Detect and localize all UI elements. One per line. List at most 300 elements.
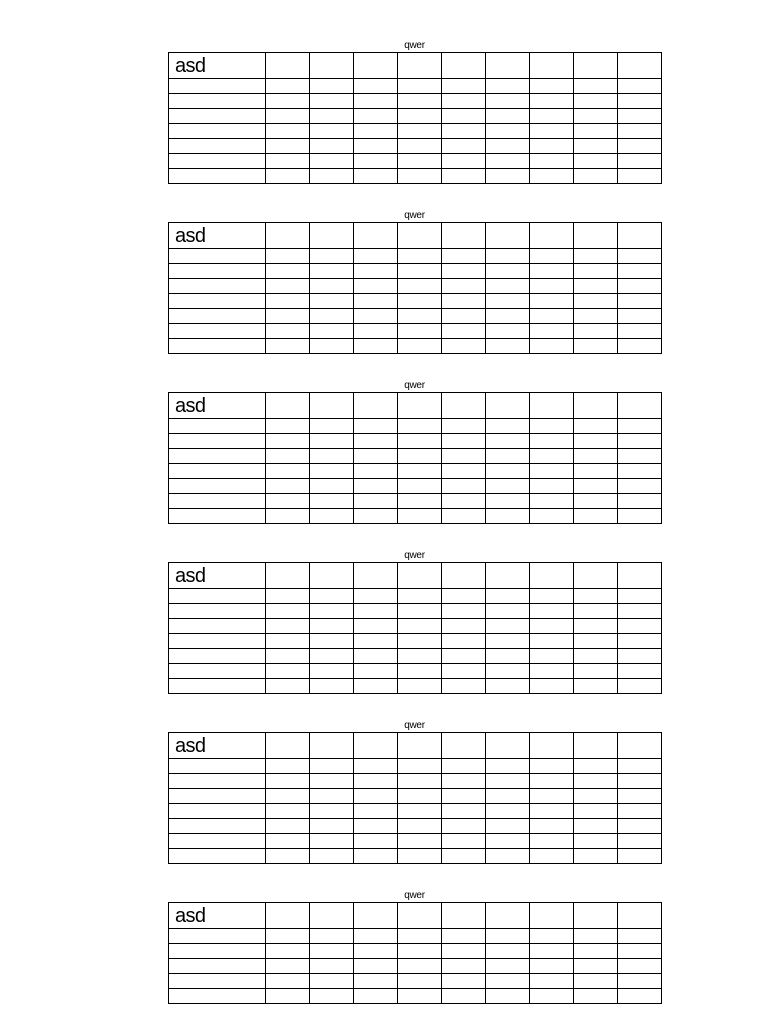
table-cell (574, 109, 618, 124)
table-cell (398, 989, 442, 1004)
table-cell (398, 759, 442, 774)
table-cell (266, 279, 310, 294)
table-row (169, 94, 662, 109)
header-label-cell (169, 223, 266, 249)
table-cell (486, 109, 530, 124)
table-cell (530, 79, 574, 94)
table-cell (354, 154, 398, 169)
table-cell (398, 604, 442, 619)
table-cell (442, 929, 486, 944)
table-cell (354, 959, 398, 974)
table-cell (442, 819, 486, 834)
table-cell (530, 929, 574, 944)
table-cell (442, 124, 486, 139)
table-cell (354, 479, 398, 494)
header-cell (486, 53, 530, 79)
table-cell (310, 679, 354, 694)
table-cell (442, 309, 486, 324)
table-cell (310, 759, 354, 774)
table-cell (574, 309, 618, 324)
table-cell (169, 944, 266, 959)
table-cell (486, 509, 530, 524)
header-cell (530, 563, 574, 589)
table-cell (530, 309, 574, 324)
table-row (169, 509, 662, 524)
table-cell (442, 664, 486, 679)
table-cell (310, 139, 354, 154)
table-cell (530, 494, 574, 509)
table-row (169, 634, 662, 649)
table-cell (169, 634, 266, 649)
table-cell (169, 649, 266, 664)
table-cell (266, 249, 310, 264)
table-cell (442, 944, 486, 959)
table-cell (266, 664, 310, 679)
table-cell (169, 959, 266, 974)
table-cell (354, 759, 398, 774)
table-cell (169, 509, 266, 524)
table-cell (530, 324, 574, 339)
table-cell (442, 804, 486, 819)
table-cell (266, 989, 310, 1004)
table-cell (169, 294, 266, 309)
table-cell (354, 834, 398, 849)
table-cell (266, 649, 310, 664)
header-cell (486, 223, 530, 249)
table-cell (442, 419, 486, 434)
table-cell (310, 294, 354, 309)
table-row (169, 109, 662, 124)
table-cell (310, 604, 354, 619)
table-cell (486, 649, 530, 664)
table-cell (574, 339, 618, 354)
table-cell (169, 494, 266, 509)
table-cell (486, 634, 530, 649)
table-cell (574, 79, 618, 94)
table-cell (530, 139, 574, 154)
table-cell (398, 804, 442, 819)
table-row (169, 989, 662, 1004)
table-cell (618, 479, 662, 494)
table-cell (442, 974, 486, 989)
header-label: asd (175, 54, 206, 77)
table-cell (618, 139, 662, 154)
table-cell (310, 309, 354, 324)
table-cell (530, 944, 574, 959)
table-cell (354, 264, 398, 279)
header-cell (574, 903, 618, 929)
table-cell (398, 309, 442, 324)
table-row (169, 759, 662, 774)
table-cell (574, 124, 618, 139)
table-cell (574, 649, 618, 664)
table-cell (354, 109, 398, 124)
table-row (169, 124, 662, 139)
table-cell (354, 974, 398, 989)
table-cell (530, 109, 574, 124)
table-cell (310, 449, 354, 464)
table-cell (266, 294, 310, 309)
header-cell (530, 393, 574, 419)
header-cell (442, 563, 486, 589)
table-cell (442, 634, 486, 649)
table-cell (266, 834, 310, 849)
table-cell (398, 449, 442, 464)
table-cell (169, 589, 266, 604)
table-cell (486, 154, 530, 169)
table-cell (169, 419, 266, 434)
table-cell (310, 109, 354, 124)
table-cell (354, 249, 398, 264)
table-cell (169, 974, 266, 989)
header-cell (618, 903, 662, 929)
header-cell (618, 53, 662, 79)
table-cell (486, 759, 530, 774)
header-cell (486, 563, 530, 589)
table-cell (442, 264, 486, 279)
table-cell (398, 154, 442, 169)
table-cell (530, 464, 574, 479)
table-cell (266, 324, 310, 339)
table-cell (486, 464, 530, 479)
table-cell (574, 619, 618, 634)
table-cell (169, 124, 266, 139)
table-cell (354, 494, 398, 509)
table-cell (266, 804, 310, 819)
table-cell (169, 79, 266, 94)
table-cell (486, 479, 530, 494)
table-cell (310, 494, 354, 509)
table-cell (442, 154, 486, 169)
data-table (168, 902, 662, 1004)
header-cell (618, 563, 662, 589)
header-cell (310, 53, 354, 79)
header-cell (310, 733, 354, 759)
table-cell (618, 494, 662, 509)
table-cell (266, 679, 310, 694)
table-cell (310, 774, 354, 789)
table-cell (618, 434, 662, 449)
table-cell (486, 249, 530, 264)
table-row (169, 324, 662, 339)
table-cell (310, 959, 354, 974)
table-cell (398, 124, 442, 139)
table-cell (530, 94, 574, 109)
table-row (169, 464, 662, 479)
table-cell (310, 834, 354, 849)
table-cell (442, 249, 486, 264)
table-header-row (169, 53, 662, 79)
table-cell (398, 774, 442, 789)
table-cell (354, 804, 398, 819)
table-cell (266, 464, 310, 479)
header-cell (398, 903, 442, 929)
table-cell (310, 434, 354, 449)
table-cell (530, 834, 574, 849)
table-cell (442, 789, 486, 804)
table-cell (354, 944, 398, 959)
table-cell (266, 79, 310, 94)
header-cell (266, 563, 310, 589)
table-cell (266, 819, 310, 834)
table-cell (442, 464, 486, 479)
table-cell (530, 634, 574, 649)
table-row (169, 434, 662, 449)
data-table (168, 392, 662, 524)
table-cell (530, 774, 574, 789)
table-row (169, 339, 662, 354)
table-cell (530, 804, 574, 819)
table-cell (169, 279, 266, 294)
table-cell (169, 264, 266, 279)
table-cell (354, 664, 398, 679)
data-table (168, 222, 662, 354)
table-cell (486, 279, 530, 294)
table-cell (442, 449, 486, 464)
table-cell (169, 339, 266, 354)
table-row (169, 309, 662, 324)
table-cell (618, 664, 662, 679)
table-cell (398, 109, 442, 124)
table-cell (442, 509, 486, 524)
table-cell (398, 139, 442, 154)
table-cell (310, 79, 354, 94)
table-cell (574, 139, 618, 154)
table-cell (618, 324, 662, 339)
table-cell (169, 449, 266, 464)
table-cell (618, 604, 662, 619)
header-cell (354, 903, 398, 929)
header-cell (310, 223, 354, 249)
table-cell (618, 834, 662, 849)
table-row (169, 834, 662, 849)
table-cell (398, 619, 442, 634)
header-cell (398, 393, 442, 419)
table-cell (618, 464, 662, 479)
table-cell (310, 789, 354, 804)
table-cell (618, 309, 662, 324)
table-cell (486, 294, 530, 309)
table-cell (354, 464, 398, 479)
table-cell (310, 589, 354, 604)
table-cell (442, 109, 486, 124)
table-cell (530, 589, 574, 604)
table-cell (574, 604, 618, 619)
table-cell (530, 974, 574, 989)
table-cell (398, 834, 442, 849)
table-cell (398, 249, 442, 264)
header-cell (266, 223, 310, 249)
table-cell (266, 449, 310, 464)
table-cell (169, 819, 266, 834)
table-cell (310, 974, 354, 989)
table-header-row (169, 563, 662, 589)
table-cell (574, 929, 618, 944)
table-cell (618, 249, 662, 264)
table-cell (310, 279, 354, 294)
table-cell (169, 94, 266, 109)
header-label: asd (175, 904, 206, 927)
table-header-row (169, 733, 662, 759)
table-cell (574, 759, 618, 774)
table-row (169, 294, 662, 309)
table-cell (486, 679, 530, 694)
table-cell (169, 139, 266, 154)
table-cell (574, 789, 618, 804)
table-cell (486, 124, 530, 139)
table-cell (486, 169, 530, 184)
table-cell (398, 819, 442, 834)
table-cell (354, 309, 398, 324)
table-cell (574, 449, 618, 464)
table-cell (574, 434, 618, 449)
table-cell (486, 834, 530, 849)
table-cell (266, 604, 310, 619)
table-cell (398, 294, 442, 309)
table-cell (398, 959, 442, 974)
table-cell (486, 849, 530, 864)
table-cell (618, 974, 662, 989)
table-cell (486, 94, 530, 109)
table-row (169, 279, 662, 294)
header-label: asd (175, 394, 206, 417)
header-cell (310, 563, 354, 589)
table-cell (574, 494, 618, 509)
table-cell (310, 819, 354, 834)
table-cell (354, 589, 398, 604)
header-cell (574, 53, 618, 79)
table-cell (354, 124, 398, 139)
header-cell (266, 733, 310, 759)
table-cell (618, 634, 662, 649)
table-cell (618, 279, 662, 294)
table-cell (169, 804, 266, 819)
table-cell (618, 124, 662, 139)
table-cell (310, 124, 354, 139)
table-cell (530, 989, 574, 1004)
table-cell (442, 79, 486, 94)
table-cell (266, 929, 310, 944)
header-cell (530, 903, 574, 929)
table-header-row (169, 393, 662, 419)
table-cell (310, 249, 354, 264)
table-cell (618, 929, 662, 944)
table-cell (574, 834, 618, 849)
table-cell (530, 249, 574, 264)
table-cell (574, 634, 618, 649)
table-cell (530, 649, 574, 664)
table-cell (530, 619, 574, 634)
table-cell (442, 279, 486, 294)
header-cell (442, 903, 486, 929)
table-cell (354, 279, 398, 294)
table-header-row (169, 903, 662, 929)
table-cell (486, 989, 530, 1004)
table-cell (530, 849, 574, 864)
table-cell (398, 279, 442, 294)
table-row (169, 79, 662, 94)
table-cell (574, 324, 618, 339)
table-cell (574, 479, 618, 494)
table-cell (618, 944, 662, 959)
table-cell (398, 494, 442, 509)
table-cell (574, 774, 618, 789)
table-cell (266, 619, 310, 634)
table-cell (442, 324, 486, 339)
table-cell (398, 634, 442, 649)
table-row (169, 249, 662, 264)
table-title: qwer (404, 890, 425, 901)
table-cell (530, 124, 574, 139)
table-cell (618, 989, 662, 1004)
table-row (169, 494, 662, 509)
table-cell (354, 634, 398, 649)
table-cell (530, 789, 574, 804)
header-cell (266, 53, 310, 79)
table-cell (618, 619, 662, 634)
table-cell (442, 834, 486, 849)
header-cell (354, 393, 398, 419)
table-cell (310, 419, 354, 434)
table-cell (169, 309, 266, 324)
table-cell (354, 849, 398, 864)
table-cell (442, 434, 486, 449)
table-title: qwer (404, 550, 425, 561)
table-row (169, 774, 662, 789)
table-cell (310, 509, 354, 524)
table-cell (398, 974, 442, 989)
table-cell (310, 464, 354, 479)
table-cell (266, 139, 310, 154)
header-cell (530, 223, 574, 249)
table-row (169, 849, 662, 864)
table-cell (354, 94, 398, 109)
header-label-cell (169, 393, 266, 419)
table-row (169, 139, 662, 154)
table-cell (618, 804, 662, 819)
table-cell (169, 169, 266, 184)
table-cell (398, 79, 442, 94)
header-cell (398, 53, 442, 79)
table-cell (169, 849, 266, 864)
table-cell (486, 929, 530, 944)
table-cell (266, 124, 310, 139)
table-cell (530, 294, 574, 309)
table-cell (618, 589, 662, 604)
table-cell (169, 989, 266, 1004)
table-cell (530, 264, 574, 279)
table-cell (574, 419, 618, 434)
table-cell (354, 509, 398, 524)
table-cell (354, 139, 398, 154)
header-cell (442, 733, 486, 759)
header-cell (574, 733, 618, 759)
table-row (169, 679, 662, 694)
header-cell (398, 223, 442, 249)
table-cell (354, 774, 398, 789)
table-cell (486, 264, 530, 279)
table-cell (486, 619, 530, 634)
header-cell (574, 563, 618, 589)
table-cell (530, 339, 574, 354)
table-cell (354, 339, 398, 354)
table-cell (442, 619, 486, 634)
table-cell (530, 169, 574, 184)
table-cell (530, 279, 574, 294)
table-cell (310, 324, 354, 339)
table-cell (574, 589, 618, 604)
header-cell (442, 393, 486, 419)
